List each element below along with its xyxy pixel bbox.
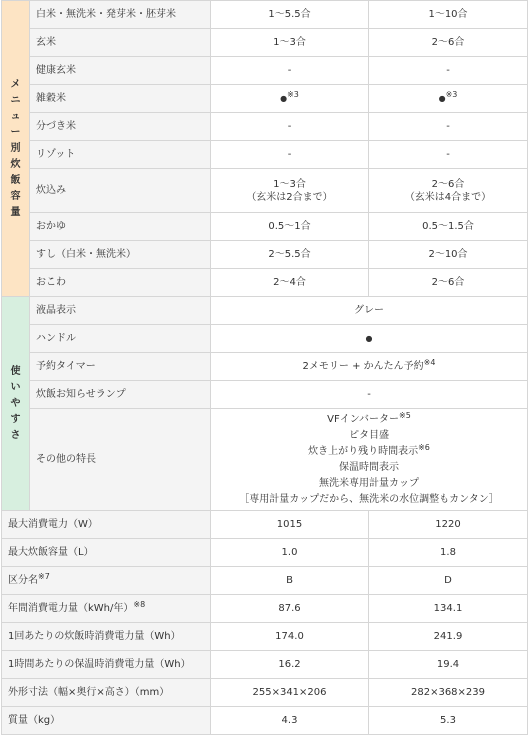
feature-line: 炊き上がり残り時間表示$^{※6}$ bbox=[308, 442, 430, 457]
table-row bbox=[2, 409, 528, 511]
table-row bbox=[2, 679, 528, 707]
value-model-2: 1220 bbox=[369, 511, 528, 539]
value-model-1: 1〜5.5合 bbox=[211, 1, 369, 29]
value-model-2: 2〜10合 bbox=[369, 241, 528, 269]
value-model-1: 16.2 bbox=[211, 651, 369, 679]
row-label: その他の特長 bbox=[30, 409, 211, 511]
value-model-2: 19.4 bbox=[369, 651, 528, 679]
feature-line: VFインバーター$^{※5}$ bbox=[327, 410, 411, 425]
table-row bbox=[2, 325, 528, 353]
row-label: リゾット bbox=[30, 141, 211, 169]
value-shared: グレー bbox=[211, 297, 528, 325]
row-label: 玄米 bbox=[30, 29, 211, 57]
row-label: 液晶表示 bbox=[30, 297, 211, 325]
row-label: 1回あたりの炊飯時消費電力量（Wh） bbox=[2, 623, 211, 651]
row-label: おこわ bbox=[30, 269, 211, 297]
value-model-1: 255×341×206 bbox=[211, 679, 369, 707]
value-shared: - bbox=[211, 381, 528, 409]
dot-mark: ● bbox=[280, 94, 288, 103]
table-row bbox=[2, 353, 528, 381]
row-label: 雑穀米 bbox=[30, 85, 211, 113]
timer-value: 2メモリー + かんたん予約 bbox=[302, 361, 424, 372]
value-model-2: D bbox=[369, 567, 528, 595]
value-model-2: - bbox=[369, 113, 528, 141]
row-label: すし（白米・無洗米） bbox=[30, 241, 211, 269]
feature-line: 無洗米専用計量カップ bbox=[319, 477, 419, 489]
value-main: 1〜3合 bbox=[273, 178, 306, 190]
table-row bbox=[2, 1, 528, 29]
value-model-1: 1.0 bbox=[211, 539, 369, 567]
table-row bbox=[2, 511, 528, 539]
table-row bbox=[2, 707, 528, 735]
row-label: 1時間あたりの保温時消費電力量（Wh） bbox=[2, 651, 211, 679]
value-model-1: 4.3 bbox=[211, 707, 369, 735]
value-main: 2〜6合 bbox=[431, 178, 465, 190]
footnote-ref: ※6 bbox=[418, 442, 430, 452]
row-label: 炊飯お知らせランプ bbox=[30, 381, 211, 409]
table-row bbox=[2, 169, 528, 213]
value-model-1: 1015 bbox=[211, 511, 369, 539]
table-row bbox=[2, 29, 528, 57]
table-row bbox=[2, 213, 528, 241]
table-row bbox=[2, 85, 528, 113]
table-row bbox=[2, 113, 528, 141]
row-label: 質量（kg） bbox=[2, 707, 211, 735]
row-label: 年間消費電力量（kWh/年）$^{※8}$ bbox=[2, 595, 211, 623]
row-label: 外形寸法（幅×奥行×高さ）（mm） bbox=[2, 679, 211, 707]
value-model-1: B bbox=[211, 567, 369, 595]
value-model-1: 2〜5.5合 bbox=[211, 241, 369, 269]
table-row bbox=[2, 269, 528, 297]
value-model-2: 134.1 bbox=[369, 595, 528, 623]
value-model-2: - bbox=[369, 57, 528, 85]
value-model-1: 174.0 bbox=[211, 623, 369, 651]
value-shared bbox=[211, 325, 528, 353]
value-model-2 bbox=[369, 85, 528, 113]
row-label: 分づき米 bbox=[30, 113, 211, 141]
dot-mark: ● bbox=[438, 94, 446, 103]
value-model-1: 1〜3合 bbox=[211, 29, 369, 57]
value-model-1: - bbox=[211, 113, 369, 141]
value-sub: （玄米は2合まで） bbox=[246, 191, 333, 203]
value-shared bbox=[211, 353, 528, 381]
row-label: 最大消費電力（W） bbox=[2, 511, 211, 539]
feature-line: ピタ目盛 bbox=[349, 429, 389, 441]
dot-mark: ● bbox=[365, 334, 373, 343]
value-model-2: - bbox=[369, 141, 528, 169]
table-row bbox=[2, 57, 528, 85]
table-row bbox=[2, 297, 528, 325]
row-label: 予約タイマー bbox=[30, 353, 211, 381]
table-row bbox=[2, 539, 528, 567]
feature-line: ［専用計量カップだから、無洗米の水位調整もカンタン］ bbox=[239, 493, 499, 505]
value-sub: （玄米は4合まで） bbox=[404, 191, 492, 203]
spec-table bbox=[1, 0, 528, 735]
value-model-1: - bbox=[211, 57, 369, 85]
value-model-1 bbox=[211, 169, 369, 213]
value-model-2 bbox=[369, 169, 528, 213]
row-label: ハンドル bbox=[30, 325, 211, 353]
category-usability: 使いやすさ bbox=[2, 297, 30, 511]
value-model-1: - bbox=[211, 141, 369, 169]
category-menu-capacity: メニュー別炊飯容量 bbox=[2, 1, 30, 297]
table-row bbox=[2, 595, 528, 623]
row-label: 健康玄米 bbox=[30, 57, 211, 85]
value-model-2: 2〜6合 bbox=[369, 29, 528, 57]
row-label: 最大炊飯容量（L） bbox=[2, 539, 211, 567]
value-model-2: 282×368×239 bbox=[369, 679, 528, 707]
value-model-2: 1.8 bbox=[369, 539, 528, 567]
row-label: 炊込み bbox=[30, 169, 211, 213]
row-label: 区分名$^{※7}$ bbox=[2, 567, 211, 595]
table-row bbox=[2, 623, 528, 651]
value-model-2: 0.5〜1.5合 bbox=[369, 213, 528, 241]
table-row bbox=[2, 651, 528, 679]
value-model-2: 1〜10合 bbox=[369, 1, 528, 29]
footnote-ref: ※5 bbox=[399, 410, 411, 420]
row-label: おかゆ bbox=[30, 213, 211, 241]
value-model-2: 241.9 bbox=[369, 623, 528, 651]
table-row bbox=[2, 381, 528, 409]
footnote-ref: ※4 bbox=[423, 358, 436, 367]
footnote-ref: ※8 bbox=[133, 600, 146, 609]
value-model-2: 5.3 bbox=[369, 707, 528, 735]
table-row bbox=[2, 241, 528, 269]
features-list bbox=[211, 409, 528, 511]
footnote-ref: ※3 bbox=[287, 90, 299, 99]
footnote-ref: ※3 bbox=[445, 90, 458, 99]
feature-line: 保温時間表示 bbox=[339, 461, 399, 473]
value-model-1: 2〜4合 bbox=[211, 269, 369, 297]
value-model-1: 0.5〜1合 bbox=[211, 213, 369, 241]
row-label: 白米・無洗米・発芽米・胚芽米 bbox=[30, 1, 211, 29]
footnote-ref: ※7 bbox=[38, 572, 50, 581]
value-model-2: 2〜6合 bbox=[369, 269, 528, 297]
table-row bbox=[2, 567, 528, 595]
table-row bbox=[2, 141, 528, 169]
value-model-1: 87.6 bbox=[211, 595, 369, 623]
value-model-1 bbox=[211, 85, 369, 113]
